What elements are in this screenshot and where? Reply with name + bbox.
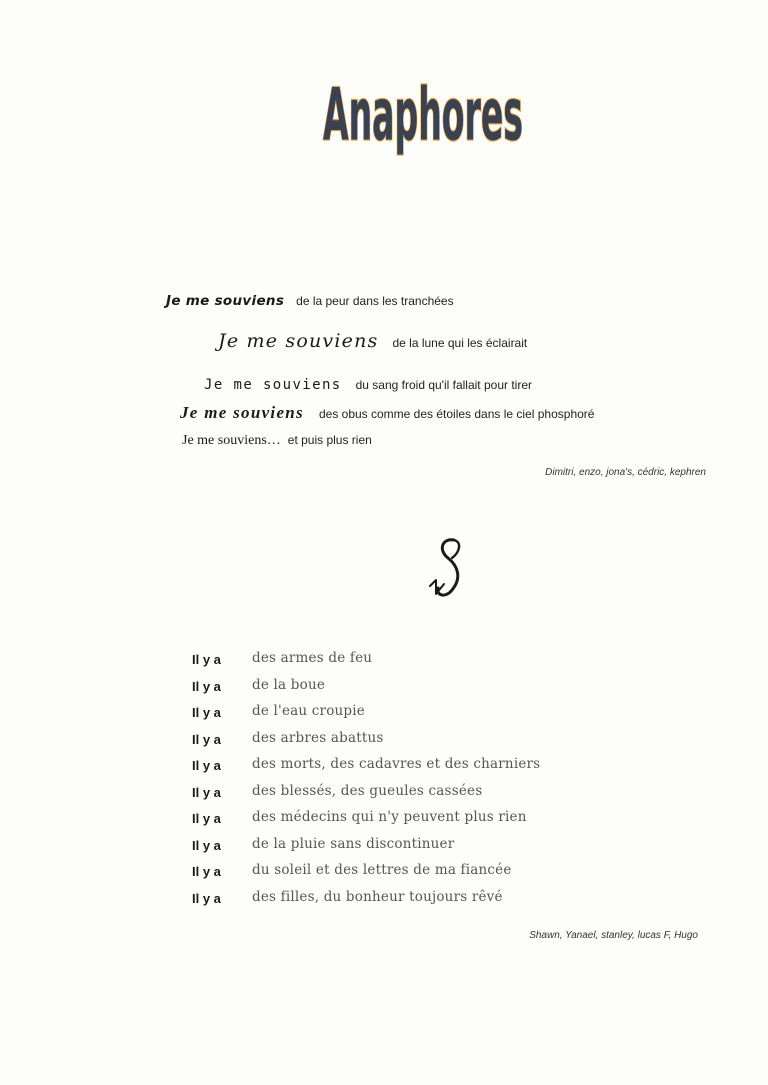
anaphore-text: et puis plus rien [287, 433, 372, 447]
anaphore-line-1 [166, 292, 454, 310]
anaphore-lead: Je me souviens [166, 293, 285, 309]
ilya-text: des blessés, des gueules cassées [252, 782, 483, 799]
title-wordart [318, 60, 528, 158]
ilya-lead: Il y a [192, 678, 221, 694]
anaphore-lead: Je me souviens [218, 330, 379, 352]
ilya-lead: Il y a [192, 705, 221, 720]
credit-authors-2: Shawn, Yanael, stanley, lucas F, Hugo [529, 930, 698, 941]
ilya-text: des médecins qui n'y peuvent plus rien [252, 809, 527, 825]
anaphore-lead: Je me souviens [180, 403, 304, 422]
anaphore-text: des obus comme des étoiles dans le ciel phosphoré [318, 407, 595, 421]
anaphore-text: du sang froid qu'il fallait pour tirer [355, 378, 532, 392]
ilya-text: des filles, du bonheur toujours rêvé [252, 888, 503, 905]
ilya-lead: Il y a [192, 864, 221, 879]
ilya-lead: Il y a [192, 731, 221, 747]
anaphore-line-5 [182, 431, 372, 449]
anaphore-text: de la peur dans les tranchées [296, 294, 454, 308]
credit-authors-1: Dimitri, enzo, jona's, cédric, kephren [545, 467, 706, 478]
anaphore-text: de la lune qui les éclairait [392, 336, 528, 350]
ilya-text: de l'eau croupie [252, 703, 365, 719]
ilya-text: des morts, des cadavres et des charniers [252, 756, 541, 772]
ilya-lead: Il y a [192, 652, 221, 667]
anaphore-line-2 [218, 330, 527, 352]
ilya-lead: Il y a [192, 784, 221, 800]
ilya-lead: Il y a [192, 890, 221, 906]
ilya-lead: Il y a [192, 758, 221, 773]
anaphore-lead: Je me souviens [204, 377, 342, 393]
title-text: Anaphores [323, 72, 523, 158]
page-title [318, 60, 528, 158]
anaphore-lead: Je me souviens… [182, 433, 281, 448]
anaphore-line-3 [204, 376, 532, 394]
ilya-text: des armes de feu [252, 650, 373, 666]
monogram-ornament-icon [424, 536, 470, 606]
ilya-text: de la boue [252, 676, 326, 693]
anaphore-line-4 [180, 403, 594, 423]
ilya-text: du soleil et des lettres de ma fiancée [252, 862, 512, 878]
ilya-text: de la pluie sans discontinuer [252, 835, 455, 852]
ilya-lead: Il y a [192, 837, 221, 853]
ilya-lead: Il y a [192, 811, 221, 826]
ilya-text: des arbres abattus [252, 729, 384, 746]
